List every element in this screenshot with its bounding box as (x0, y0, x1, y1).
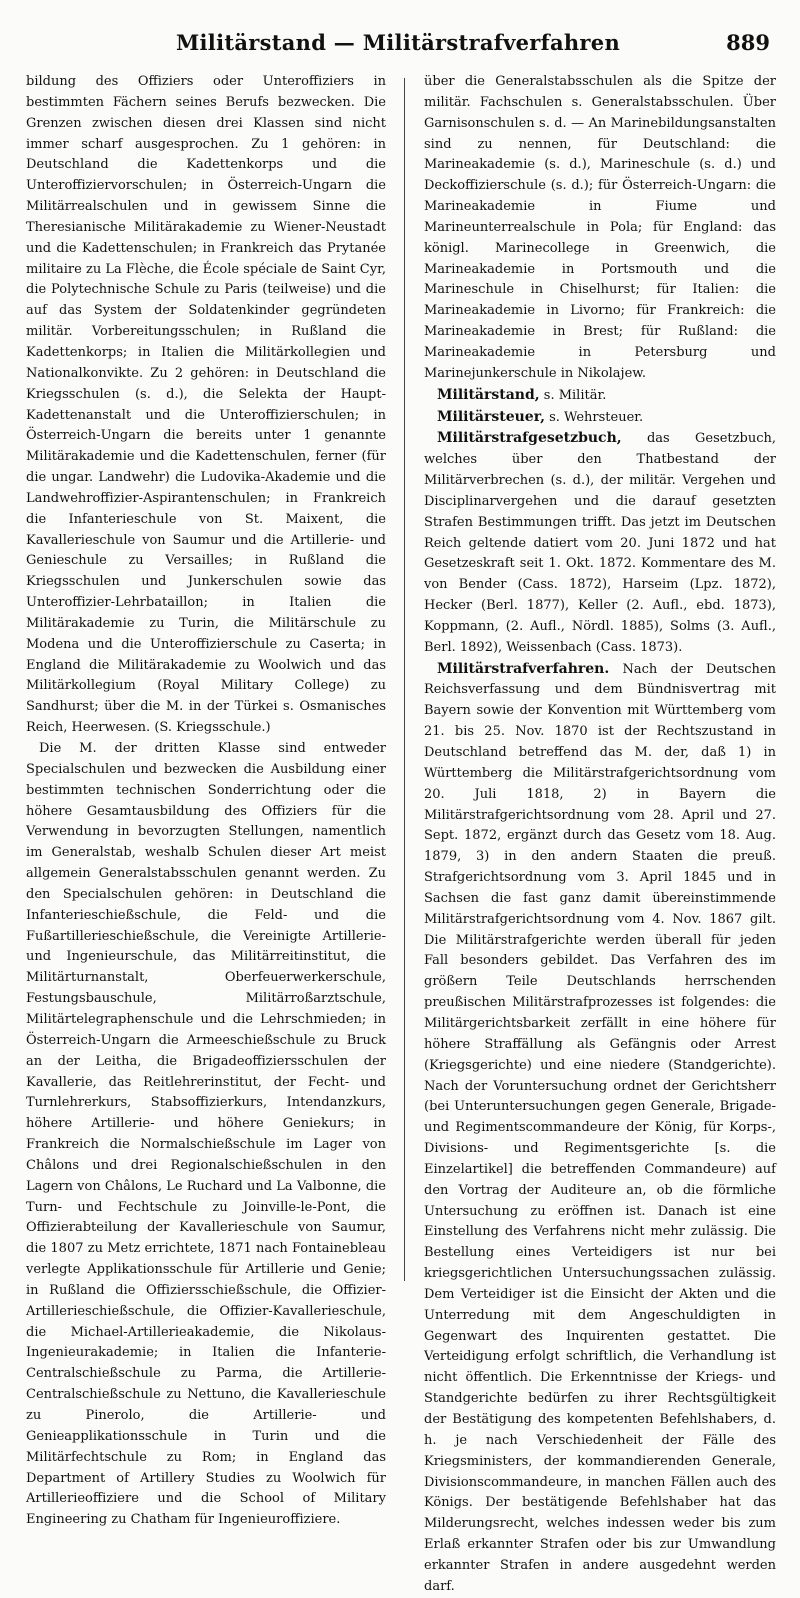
entry-text: Nach der Deutschen Reichsverfassung und dem Bündnisvertrag mit Bayern sowie der Konvention mit Württemberg vom 21. bis 25. Nov. 1870 ist der Rechtszustand in Deutschland betreffend das M. der, daß 1) in Württemberg die Militärstrafgerichtsordnung vom 20. Juli 1818, 2) in Bayern die Militärstrafgerichtsordnung vom 28. April und 27. Sept. 1872, ergänzt durch das Gesetz vom 18. Aug. 1879, 3) in den andern Staaten die preuß. Strafgerichtsordnung vom 3. April 1845 und in Sachsen die fast ganz damit übereinstimmende Militärstrafgerichtsordnung vom 4. Nov. 1867 gilt. Die Militärstrafgerichte werden überall für jeden Fall besonders gebildet. Das Verfahren des im größern Teile Deutschlands herrschenden preußischen Militärstrafprozesses ist folgendes: die Militärgerichtsbarkeit zerfällt in eine höhere für höhere Straffällung als Gefängnis oder Arrest (Kriegsgerichte) und eine niedere (Standgerichte). Nach der Voruntersuchung ordnet der Gerichtsherr (bei Unteruntersuchungen gegen Generale, Brigade- und Regimentscommandeure der König, für Korps-, Divisions- und Regimentsgerichte [s. die Einzelartikel] die betreffenden Commandeure) auf den Vortrag der Auditeure an, ob die förmliche Untersuchung zu eröffnen ist. Danach ist eine Einstellung des Verfahrens nicht mehr zulässig. Die Bestellung eines Verteidigers ist nur bei kriegsgerichtlichen Untersuchungssachen zulässig. Dem Verteidiger ist die Einsicht der Akten und die Unterredung mit dem Angeschuldigten in Gegenwart des Inquirenten gestattet. Die Verteidigung erfolgt schriftlich, die Verhandlung ist nicht öffentlich. Die Erkenntnisse der Kriegs- und Standgerichte bedürfen zu ihrer Rechtsgültigkeit der Bestätigung des kompetenten Befehlshabers, d. h. je nach Verschiedenheit der Fälle des Kriegsministers, der kommandierenden Generale, Divisionscommandeure, in manchen Fällen auch des Königs. Der bestätigende Befehlshaber hat das Milderungsrecht, welches indessen weder bis zum Erlaß erkannter Strafen oder bis zur Umwandlung erkannter Strafen in andere ausgedehnt werden darf. (424, 661, 776, 1594)
entry-text: s. Wehrsteuer. (544, 409, 644, 425)
right-column (424, 72, 776, 1594)
entry-headword: Militärsteuer, (437, 408, 545, 425)
column-divider (404, 78, 405, 1281)
paragraph: Die M. der dritten Klasse sind entweder Specialschulen und bezwecken die Ausbildung einer bestimmten technischen Sonderrichtung oder die höhere Gesamtausbildung des Offiziers für die Verwendung in bevorzugten Stellungen, namentlich im Generalstab, weshalb Schulen dieser Art meist allgemein Generalstabsschulen genannt werden. Zu den Specialschulen gehören: in Deutschland die Infanterieschießschule, die Feld- und die Fußartillerieschießschule, die Vereinigte Artillerie- und Ingenieurschule, das Militärreitinstitut, die Militärturnanstalt, Oberfeuerwerkerschule, Festungsbauschule, Militärroßarztschule, Militärtelegraphenschule und die Lehrschmieden; in Österreich-Ungarn die Armeeschießschule zu Bruck an der Leitha, die Brigadeoffiziersschulen der Kavallerie, das Reitlehrerinstitut, der Fecht- und Turnlehrerkurs, Stabsoffizierkurs, Intendanzkurs, höhere Artillerie- und höhere Geniekurs; in Frankreich die Normalschießschule im Lager von Châlons und drei Regionalschießschulen in den Lagern von Châlons, Le Ruchard und La Valbonne, die Turn- und Fechtschule zu Joinville-le-Pont, die Offizierabteilung der Kavallerieschule von Saumur, die 1807 zu Metz errichtete, 1871 nach Fontainebleau verlegte Applikationsschule für Artillerie und Genie; in Rußland die Offiziersschießschule, die Offizier-Artillerieschießschule, die Offizier-Kavallerieschule, die Michael-Artillerieakademie, die Nikolaus-Ingenieurakademie; in Italien die Infanterie-Centralschießschule zu Parma, die Artillerie-Centralschießschule zu Nettuno, die Kavallerieschule zu Pinerolo, die Artillerie- und Genieapplikationsschule in Turin und die Militärfechtschule zu Rom; in England das Department of Artillery Studies zu Woolwich für Artillerieoffiziere und die School of Military Engineering zu Chatham für Ingenieuroffiziere. (26, 741, 386, 1528)
entry-text: s. Militär. (539, 387, 607, 403)
entry-militaerstrafverfahren (424, 659, 776, 1598)
entry-headword: Militärstand, (437, 386, 540, 403)
entry-militaerstand (424, 385, 776, 407)
page-header (26, 30, 770, 60)
left-column (26, 72, 386, 1528)
running-head: Militärstand — Militärstrafverfahren (175, 30, 621, 55)
entry-militaersteuer (424, 407, 776, 429)
paragraph: bildung des Offiziers oder Unteroffiziers in bestimmten Fächern seines Berufs bezwecken. Die Grenzen zwischen diesen drei Klassen sind nicht immer scharf ausgesprochen. Zu 1 gehören: in Deutschland die Kadettenkorps und die Unteroffiziervorschulen; in Österreich-Ungarn die Militärrealschulen und in gewissem Sinne die Theresianische Militärakademie zu Wiener-Neustadt und die Kadettenschulen; in Frankreich das Prytanée militaire zu La Flèche, die École spéciale de Saint Cyr, die Polytechnische Schule zu Paris (teilweise) und die auf das System der Soldatenkinder gegründeten militär. Vorbereitungsschulen; in Rußland die Kadettenkorps; in Italien die Militärkollegien und Nationalkonvikte. Zu 2 gehören: in Deutschland die Kriegsschulen (s. d.), die Selekta der Haupt-Kadettenanstalt und die Unteroffizierschulen; in Österreich-Ungarn die bereits unter 1 genannte Militärakademie und die Kadettenschulen, ferner (für die ungar. Landwehr) die Ludovika-Akademie und die Landwehroffizier-Aspirantenschulen; in Frankreich die Infanterieschule von St. Maixent, die Kavallerieschule von Saumur und die Artillerie- und Genieschule zu Versailles; in Rußland die Kriegsschulen und Junkerschulen sowie das Unteroffizier-Lehrbataillon; in Italien die Militärakademie zu Turin, die Militärschule zu Modena und die Unteroffizierschule zu Caserta; in England die Militärakademie zu Woolwich und das Militärkollegium (Royal Military College) zu Sandhurst; über die M. in der Türkei s. Osmanisches Reich, Heerwesen. (S. Kriegsschule.) (26, 74, 386, 736)
page-number: 889 (726, 30, 770, 55)
entry-headword: Militärstrafverfahren. (437, 660, 610, 677)
entry-text: das Gesetzbuch, welches über den Thatbestand der Militärverbrechen (s. d.), der militär. Vergehen und Disciplinarvergehen und die darauf gesetzten Strafen Bestimmungen trifft. Das jetzt im Deutschen Reich geltende datiert vom 20. Juni 1872 und hat Gesetzeskraft seit 1. Okt. 1872. Kommentare des M. von Bender (Cass. 1872), Harseim (Lpz. 1872), Hecker (Berl. 1877), Keller (2. Aufl., ebd. 1873), Koppmann, (2. Aufl., Nördl. 1885), Solms (3. Aufl., Berl. 1892), Weissenbach (Cass. 1873). (424, 431, 776, 655)
entry-militaerstrafgesetzbuch (424, 428, 776, 658)
paragraph: über die Generalstabsschulen als die Spitze der militär. Fachschulen s. Generalstabsschulen. Über Garnisonschulen s. d. — An Marinebildungsanstalten sind zu nennen, für Deutschland: die Marineakademie (s. d.), Marineschule (s. d.) und Deckoffizierschule (s. d.); für Österreich-Ungarn: die Marineakademie in Fiume und Marineunterrealschule in Pola; für England: das königl. Marinecollege in Greenwich, die Marineakademie in Portsmouth und die Marineschule in Chiselhurst; für Italien: die Marineakademie in Livorno; für Frankreich: die Marineakademie in Brest; für Rußland: die Marineakademie in Petersburg und Marinejunkerschule in Nikolajew. (424, 74, 776, 381)
entry-headword: Militärstrafgesetzbuch, (437, 430, 622, 447)
